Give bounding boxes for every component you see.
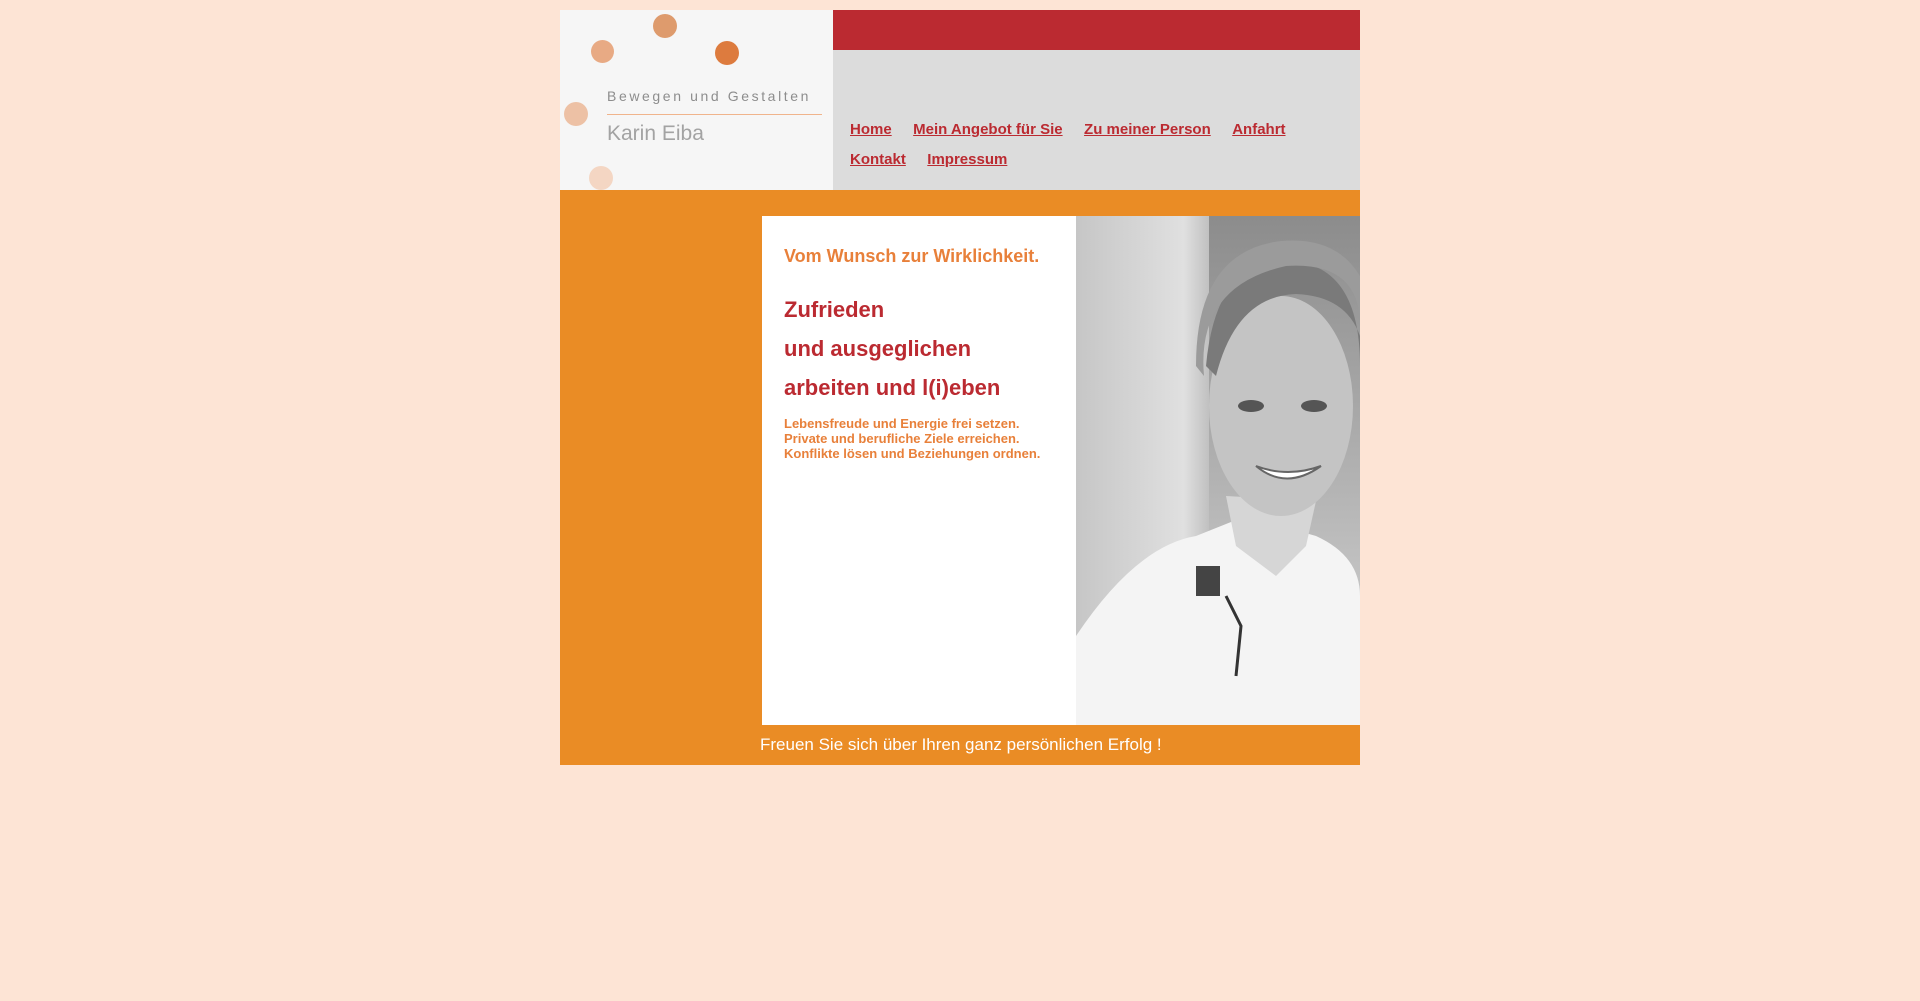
nav-link-person[interactable]: Zu meiner Person [1084, 121, 1211, 138]
benefit-item: Lebensfreude und Energie frei setzen. [784, 416, 1020, 431]
nav-link-angebot[interactable]: Mein Angebot für Sie [913, 121, 1063, 138]
headline-line: und ausgeglichen [784, 336, 972, 361]
benefit-list [784, 416, 1084, 461]
logo-tagline: Bewegen und Gestalten [607, 88, 812, 104]
nav-link-impressum[interactable]: Impressum [927, 151, 1008, 168]
decorative-dot [591, 40, 614, 63]
nav-bar [833, 50, 1360, 190]
nav-link-anfahrt[interactable]: Anfahrt [1232, 121, 1286, 138]
decorative-dot [653, 14, 677, 38]
header-red-bar [833, 10, 1360, 50]
headline-line: arbeiten und l(i)eben [784, 375, 1001, 400]
nav-link-home[interactable]: Home [850, 121, 892, 138]
logo-divider [607, 114, 822, 115]
decorative-dot [589, 166, 613, 190]
headline-line: Zufrieden [784, 297, 885, 322]
motto: Vom Wunsch zur Wirklichkeit. [784, 246, 1040, 266]
decorative-dot [715, 41, 739, 65]
logo-name: Karin Eiba [607, 122, 704, 145]
page-container [560, 10, 1360, 765]
portrait-illustration [1076, 216, 1360, 725]
benefit-item: Konflikte lösen und Beziehungen ordnen. [784, 446, 1041, 461]
main-nav [850, 115, 1350, 175]
logo[interactable] [560, 10, 833, 190]
headline [784, 290, 1074, 407]
portrait-photo [1076, 216, 1360, 725]
content-panel [762, 216, 1360, 725]
nav-link-kontakt[interactable]: Kontakt [850, 151, 906, 168]
footer-slogan: Freuen Sie sich über Ihren ganz persönlichen Erfolg ! [760, 735, 1162, 754]
decorative-dot [564, 102, 588, 126]
benefit-item: Private und berufliche Ziele erreichen. [784, 431, 1020, 446]
main-section [560, 190, 1360, 765]
